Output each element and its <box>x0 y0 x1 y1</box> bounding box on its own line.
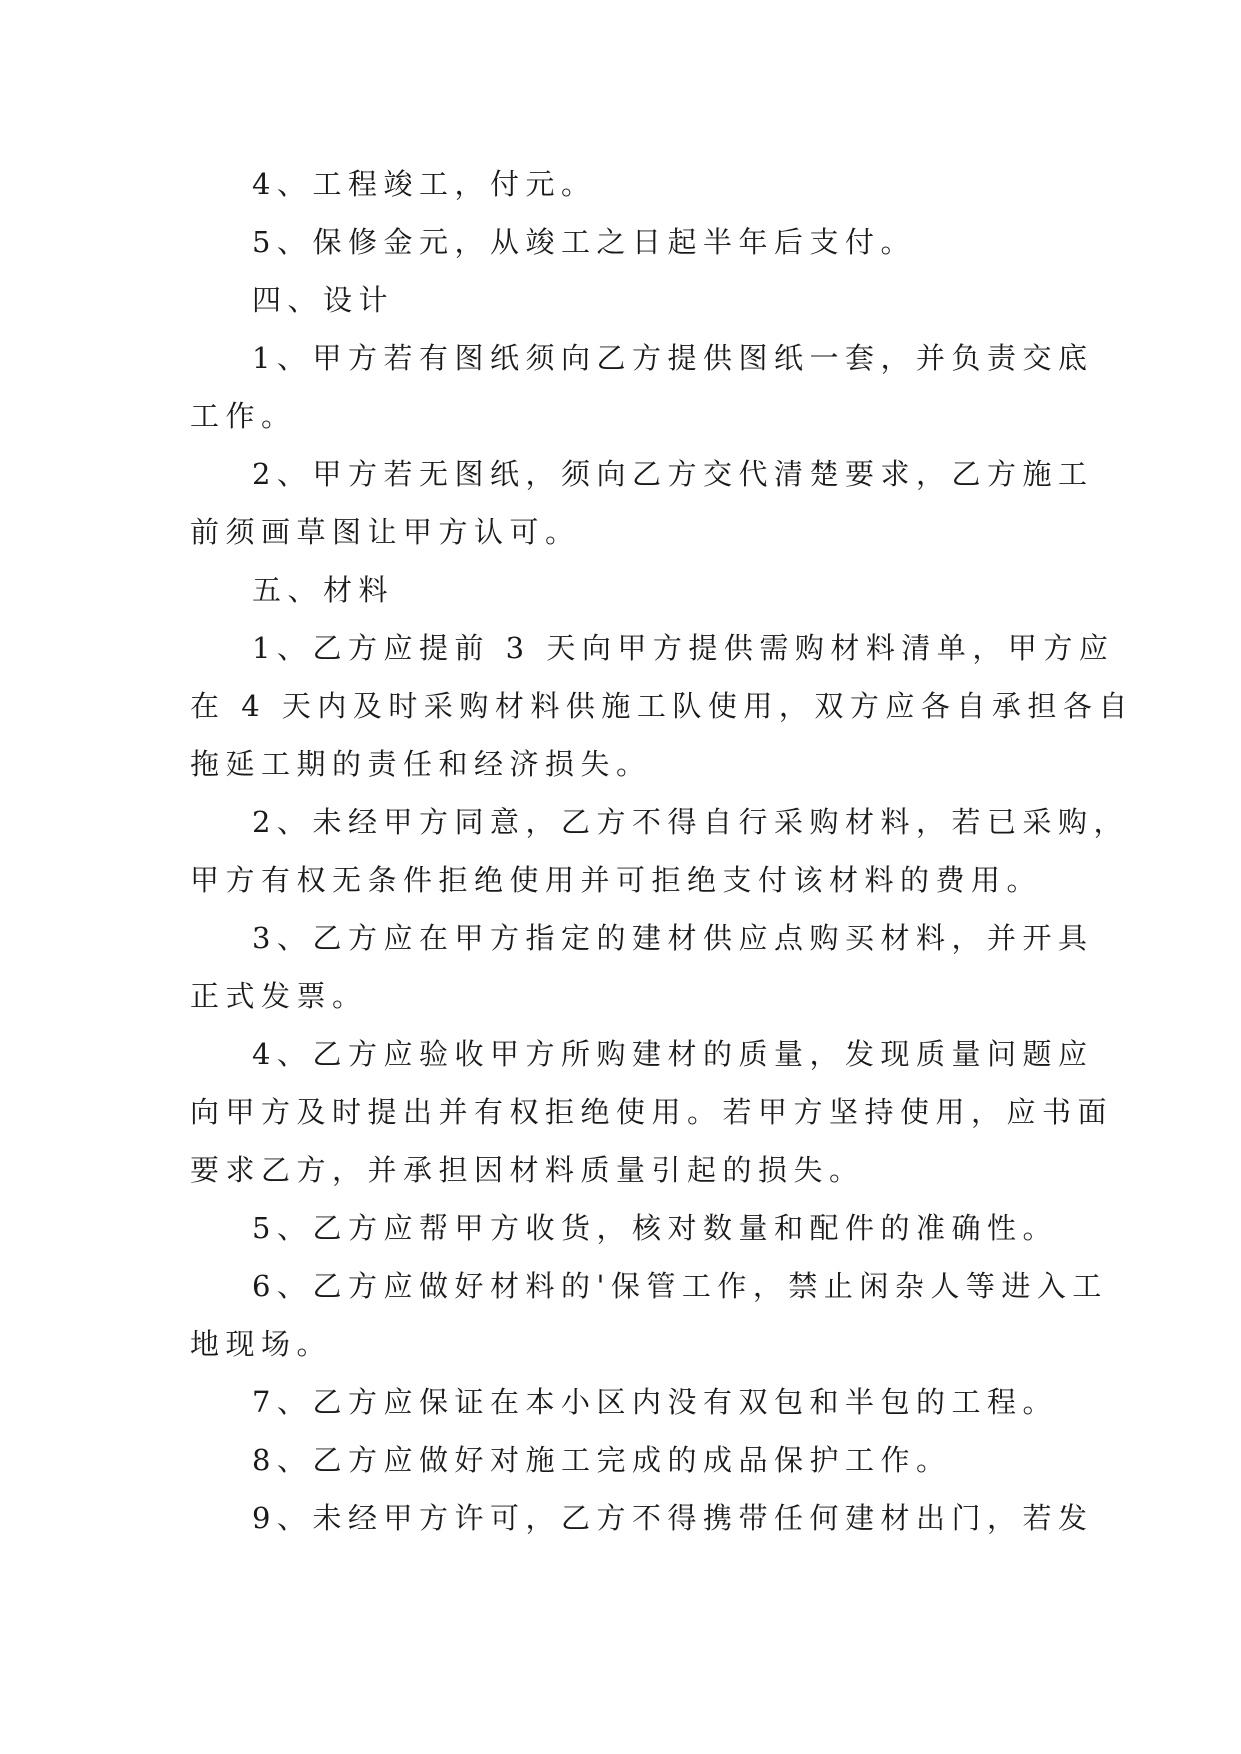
text-line: 2、甲方若无图纸，须向乙方交代清楚要求，乙方施工 <box>252 457 1094 491</box>
text-line: 向甲方及时提出并有权拒绝使用。若甲方坚持使用，应书面 <box>190 1095 1114 1129</box>
text-line: 7、乙方应保证在本小区内没有双包和半包的工程。 <box>252 1385 1058 1419</box>
contract-body <box>190 155 1134 1547</box>
text-line: 拖延工期的责任和经济损失。 <box>190 747 652 781</box>
text-line: 前须画草图让甲方认可。 <box>190 515 581 549</box>
text-line: 5、保修金元，从竣工之日起半年后支付。 <box>252 225 916 259</box>
text-line: 正式发票。 <box>190 979 368 1013</box>
text-line: 3、乙方应在甲方指定的建材供应点购买材料，并开具 <box>252 921 1094 955</box>
text-line: 甲方有权无条件拒绝使用并可拒绝支付该材料的费用。 <box>190 863 1043 897</box>
text-line: 8、乙方应做好对施工完成的成品保护工作。 <box>252 1443 952 1477</box>
section-heading-materials: 五、材料 <box>252 573 395 607</box>
text-line: 工作。 <box>190 399 297 433</box>
text-line: 地现场。 <box>190 1327 333 1361</box>
text-line: 4、工程竣工，付元。 <box>252 167 597 201</box>
section-heading-design: 四、设计 <box>252 283 395 317</box>
text-line: 5、乙方应帮甲方收货，核对数量和配件的准确性。 <box>252 1211 1058 1245</box>
text-line: 1、甲方若有图纸须向乙方提供图纸一套，并负责交底 <box>252 341 1094 375</box>
text-line: 2、未经甲方同意，乙方不得自行采购材料，若已采购， <box>252 805 1129 839</box>
text-line: 1、乙方应提前 3 天向甲方提供需购材料清单，甲方应 <box>252 631 1115 665</box>
text-line: 在 4 天内及时采购材料供施工队使用，双方应各自承担各自 <box>190 689 1134 723</box>
text-line: 9、未经甲方许可，乙方不得携带任何建材出门，若发 <box>252 1501 1094 1535</box>
text-line: 6、乙方应做好材料的'保管工作，禁止闲杂人等进入工 <box>252 1269 1108 1303</box>
text-line: 要求乙方，并承担因材料质量引起的损失。 <box>190 1153 865 1187</box>
text-line: 4、乙方应验收甲方所购建材的质量，发现质量问题应 <box>252 1037 1094 1071</box>
